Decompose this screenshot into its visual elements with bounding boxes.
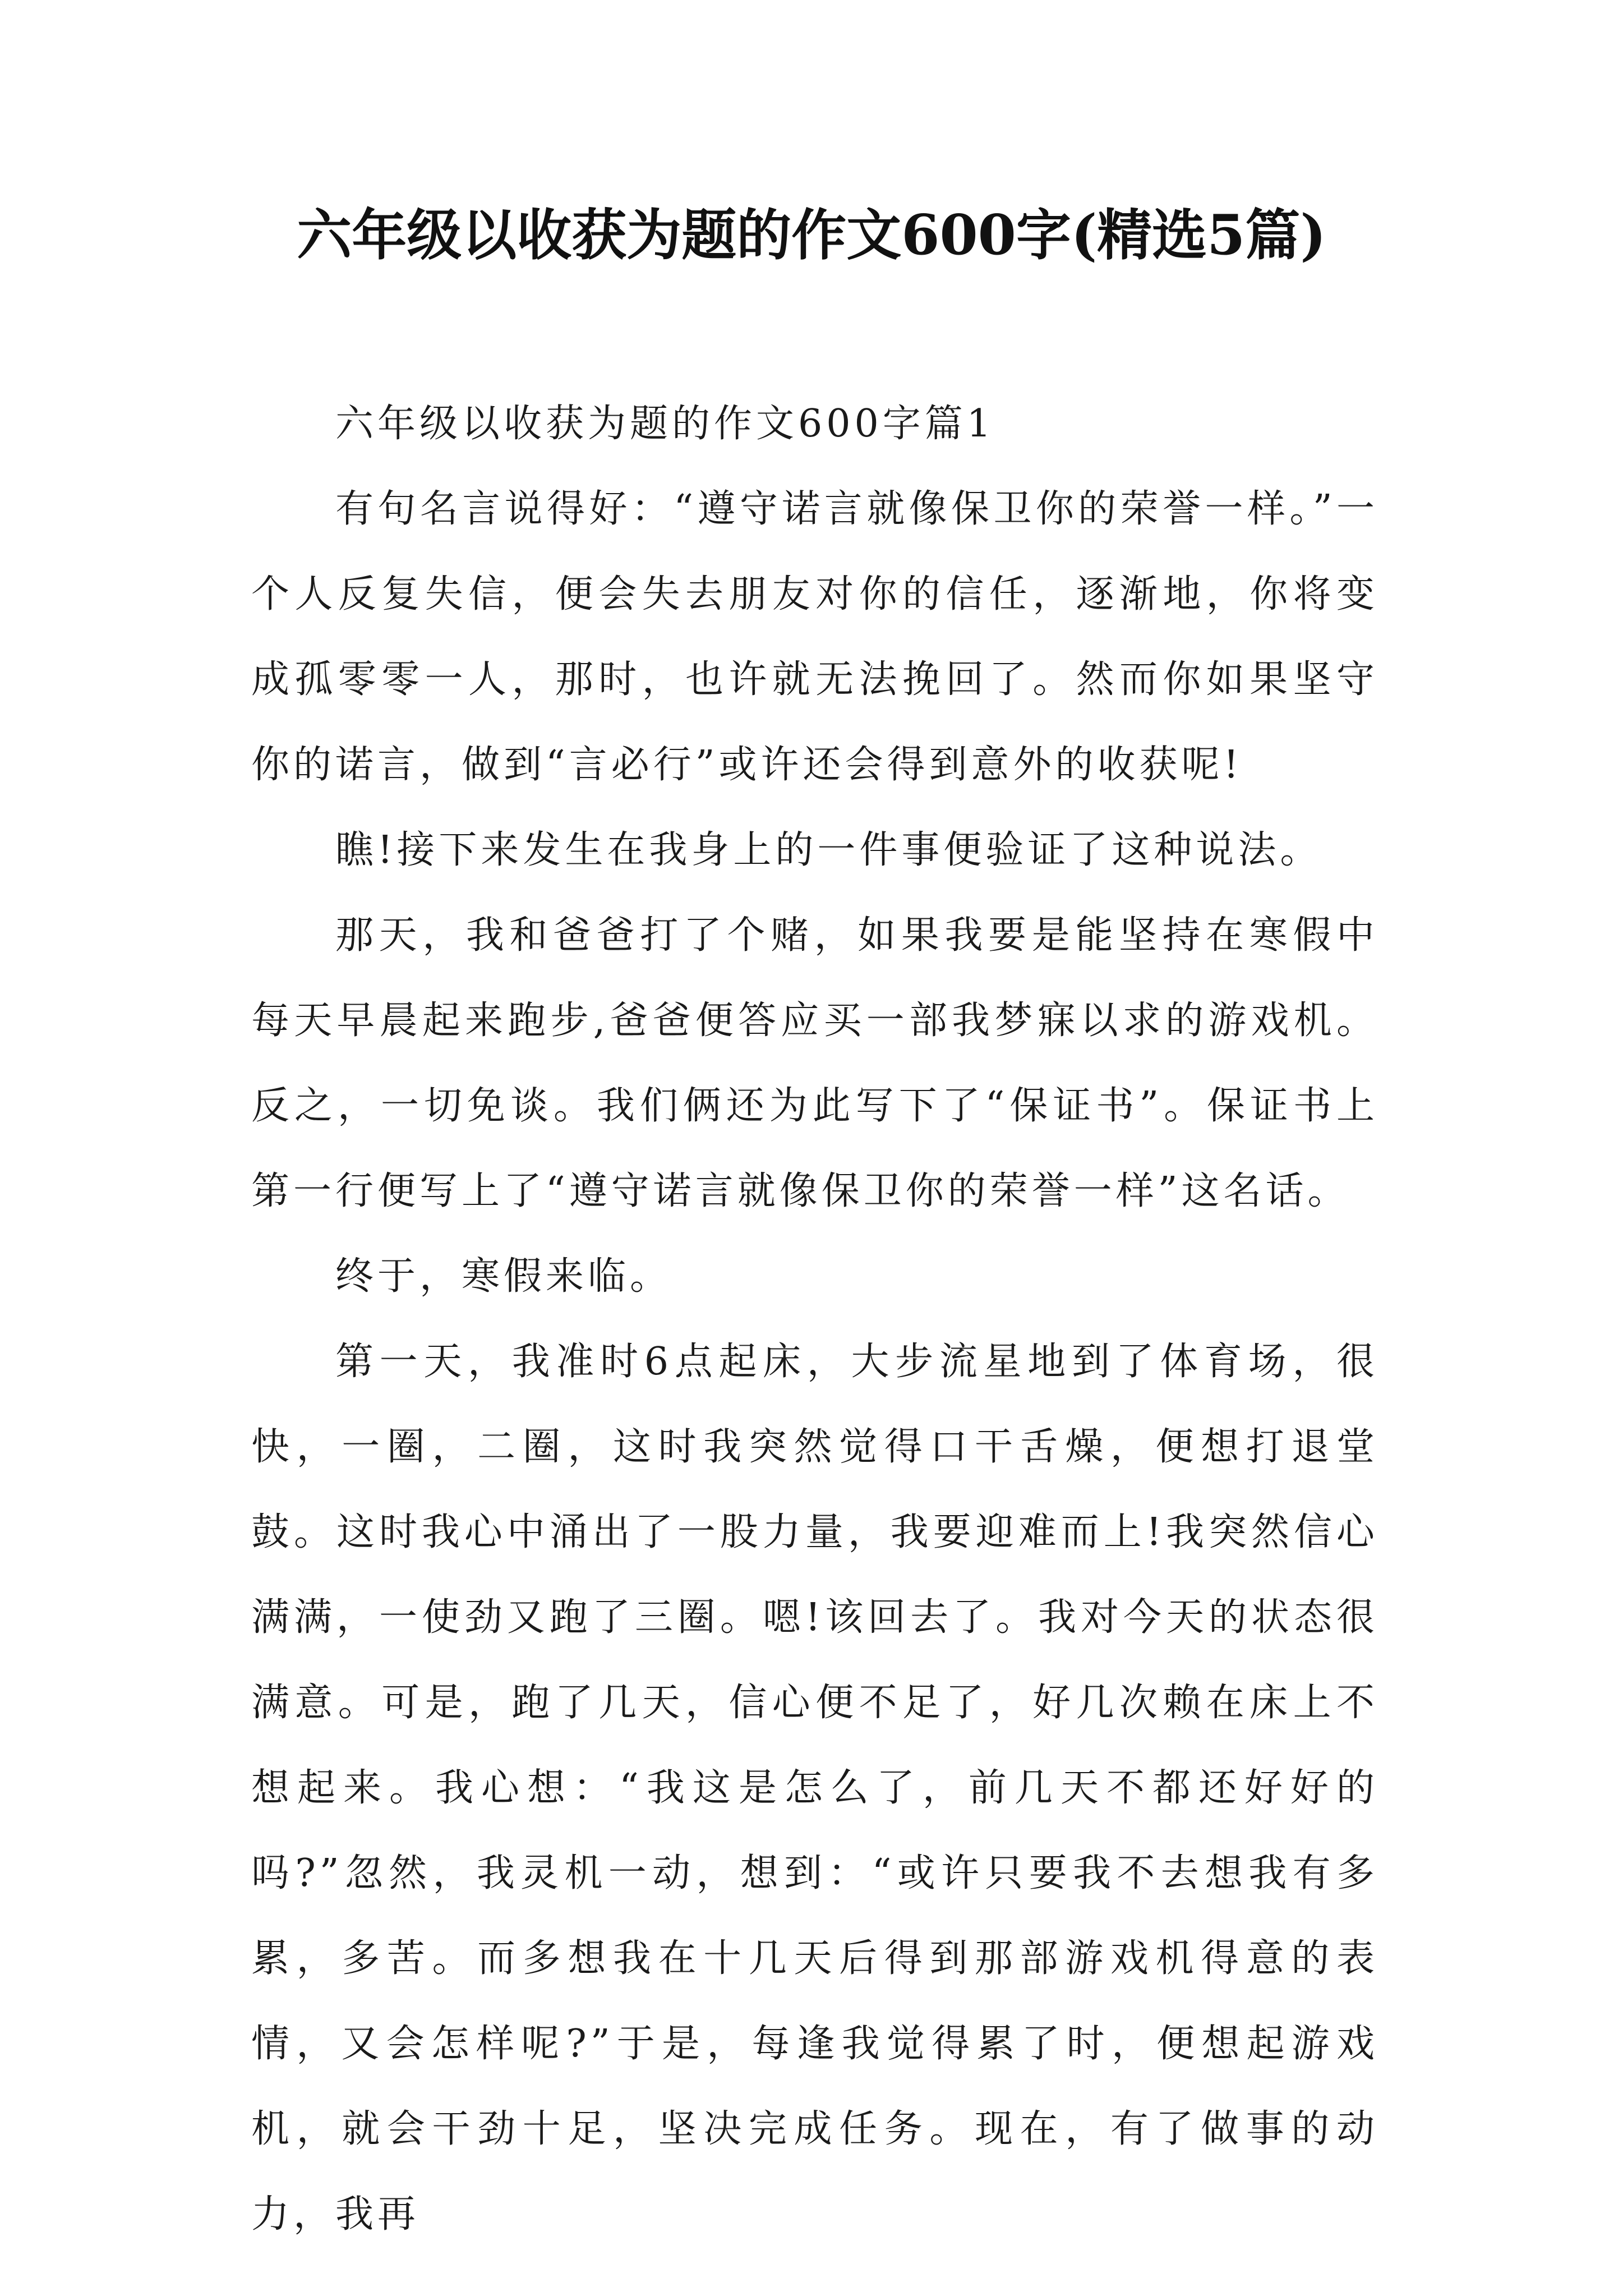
paragraph: 第一天，我准时6点起床，大步流星地到了体育场，很快，一圈，二圈，这时我突然觉得口干舌燥，便想打退堂鼓。这时我心中涌出了一股力量，我要迎难而上!我突然信心满满，一使劲又跑了三圈。嗯!该回去了。我对今天的状态很满意。可是，跑了几天，信心便不足了，好几次赖在床上不想起来。我心想：“我这是怎么了，前几天不都还好好的吗?”忽然，我灵机一动，想到：“或许只要我不去想我有多累，多苦。而多想我在十几天后得到那部游戏机得意的表情，又会怎样呢?”于是，每逢我觉得累了时，便想起游戏机，就会干劲十足，坚决完成任务。现在，有了做事的动力，我再 bbox=[251, 1340, 1378, 2237]
paragraph: 瞧!接下来发生在我身上的一件事便验证了这种说法。 bbox=[335, 828, 1322, 872]
paragraph: 终于，寒假来临。 bbox=[335, 1254, 672, 1299]
paragraph: 那天，我和爸爸打了个赌，如果我要是能坚持在寒假中每天早晨起来跑步,爸爸便答应买一部我梦寐以求的游戏机。反之，一切免谈。我们俩还为此写下了“保证书”。保证书上第一行便写上了“遵守诺言就像保卫你的荣誉一样”这名话。 bbox=[251, 913, 1378, 1213]
section-heading: 六年级以收获为题的作文600字篇1 bbox=[335, 402, 995, 446]
paragraph: 有句名言说得好：“遵守诺言就像保卫你的荣誉一样。”一个人反复失信，便会失去朋友对你的信任，逐渐地，你将变成孤零零一人，那时，也许就无法挽回了。然而你如果坚守你的诺言，做到“言必行”或许还会得到意外的收获呢! bbox=[251, 487, 1378, 787]
document-body bbox=[251, 381, 1378, 2257]
document-title: 六年级以收获为题的作文600字(精选5篇) bbox=[297, 203, 1326, 268]
